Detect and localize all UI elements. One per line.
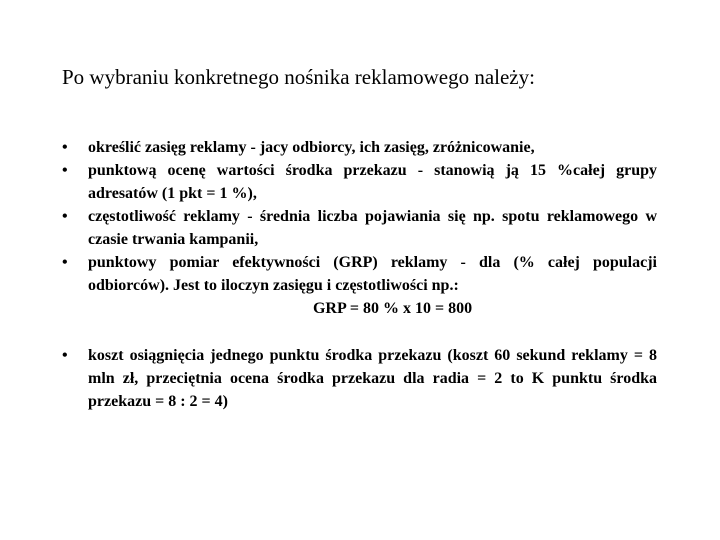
bullet-item-cost — [62, 344, 657, 413]
bullet-text: częstotliwość reklamy - średnia liczba pojawiania się np. spotu reklamowego w czasie trwania kampanii, — [88, 208, 657, 248]
bullet-item-reach — [62, 136, 657, 159]
spacer — [62, 320, 657, 344]
bullet-icon: • — [62, 347, 68, 364]
bullet-item-frequency — [62, 205, 657, 251]
bullet-text: punktowy pomiar efektywności (GRP) reklamy - dla (% całej populacji odbiorców). Jest to iloczyn zasięgu i częstotliwości np.: — [88, 254, 657, 294]
bullet-icon: • — [62, 139, 68, 156]
bullet-list — [62, 136, 657, 413]
bullet-item-point-rating — [62, 159, 657, 205]
bullet-icon: • — [62, 208, 68, 225]
bullet-text: koszt osiągnięcia jednego punktu środka przekazu (koszt 60 sekund reklamy = 8 mln zł, przeciętnia ocena środka przekazu dla radia = 2 to K punktu środka przekazu = 8 : 2 = 4) — [88, 347, 657, 410]
bullet-icon: • — [62, 162, 68, 179]
bullet-icon: • — [62, 254, 68, 271]
grp-formula: GRP = 80 % x 10 = 800 — [312, 300, 473, 317]
bullet-text: określić zasięg reklamy - jacy odbiorcy, ich zasięg, zróżnicowanie, — [88, 139, 535, 156]
slide-title: Po wybraniu konkretnego nośnika reklamowego należy: — [62, 65, 535, 89]
bullet-text: punktową ocenę wartości środka przekazu - stanowią ją 15 %całej grupy adresatów (1 pkt = 1 %), — [88, 162, 657, 202]
bullet-item-grp — [62, 251, 657, 320]
